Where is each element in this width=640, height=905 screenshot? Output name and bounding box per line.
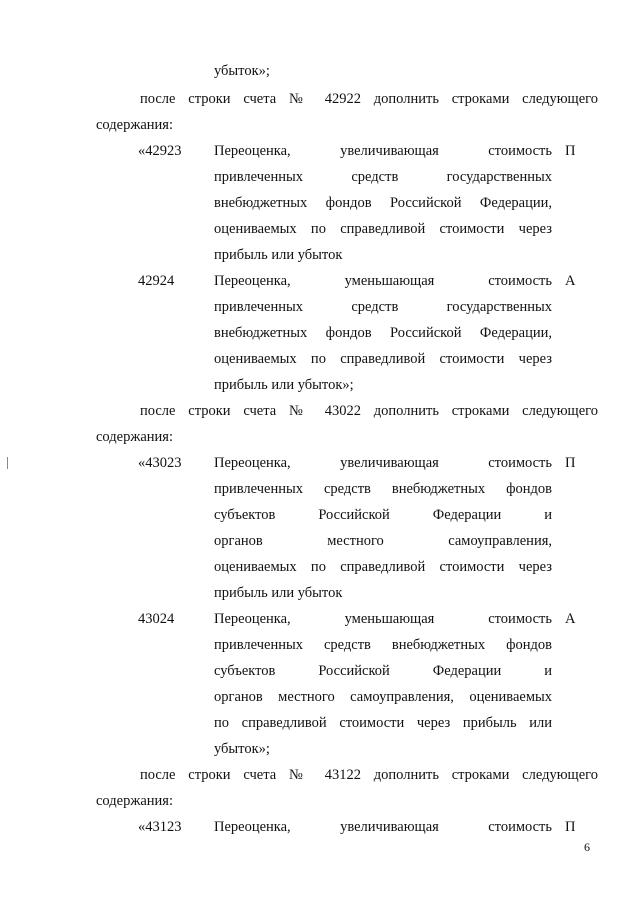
account-desc-line: оцениваемых по справедливой стоимости через: [214, 559, 552, 575]
paragraph-intro-cont: содержания:: [96, 793, 174, 809]
account-desc-line: органов местного самоуправления, оцениваемых: [214, 689, 552, 705]
account-indicator: П: [565, 819, 576, 835]
paragraph-intro: после строки счета № 43122 дополнить строками следующего: [140, 767, 598, 783]
account-desc-line: оцениваемых по справедливой стоимости через: [214, 221, 552, 237]
account-desc-line: Переоценка, увеличивающая стоимость: [214, 455, 552, 471]
account-desc-line: Переоценка, уменьшающая стоимость: [214, 273, 552, 289]
account-indicator: П: [565, 455, 576, 471]
account-indicator: П: [565, 143, 576, 159]
account-desc-line: прибыль или убыток»;: [214, 377, 354, 393]
account-desc-line: убыток»;: [214, 741, 270, 757]
account-desc-line: органов местного самоуправления,: [214, 533, 552, 549]
account-desc-line: по справедливой стоимости через прибыль или: [214, 715, 552, 731]
account-desc-line: Переоценка, увеличивающая стоимость: [214, 143, 552, 159]
account-desc-line: прибыль или убыток: [214, 585, 343, 601]
account-code: 42924: [138, 273, 175, 289]
account-desc-line: Переоценка, уменьшающая стоимость: [214, 611, 552, 627]
account-desc-line: привлеченных средств внебюджетных фондов: [214, 481, 552, 497]
account-desc-line: субъектов Российской Федерации и: [214, 507, 552, 523]
account-desc-line: оцениваемых по справедливой стоимости через: [214, 351, 552, 367]
account-indicator: А: [565, 611, 576, 627]
page-number: 6: [584, 840, 590, 854]
account-desc-line: внебюджетных фондов Российской Федерации,: [214, 195, 552, 211]
account-desc-line: привлеченных средств государственных: [214, 299, 552, 315]
paragraph-intro: после строки счета № 43022 дополнить строками следующего: [140, 403, 598, 419]
account-desc-line: внебюджетных фондов Российской Федерации,: [214, 325, 552, 341]
paragraph-intro: после строки счета № 42922 дополнить строками следующего: [140, 91, 598, 107]
account-code: «43123: [138, 819, 182, 835]
account-desc-line: привлеченных средств государственных: [214, 169, 552, 185]
account-code: «42923: [138, 143, 182, 159]
paragraph-intro-cont: содержания:: [96, 117, 174, 133]
account-indicator: А: [565, 273, 576, 289]
account-code: «43023: [138, 455, 182, 471]
account-desc-line: Переоценка, увеличивающая стоимость: [214, 819, 552, 835]
paragraph-intro-cont: содержания:: [96, 429, 174, 445]
margin-mark: [7, 457, 8, 469]
account-desc-line: субъектов Российской Федерации и: [214, 663, 552, 679]
account-desc-line: прибыль или убыток: [214, 247, 343, 263]
text-line: убыток»;: [214, 63, 270, 79]
account-desc-line: привлеченных средств внебюджетных фондов: [214, 637, 552, 653]
account-code: 43024: [138, 611, 175, 627]
